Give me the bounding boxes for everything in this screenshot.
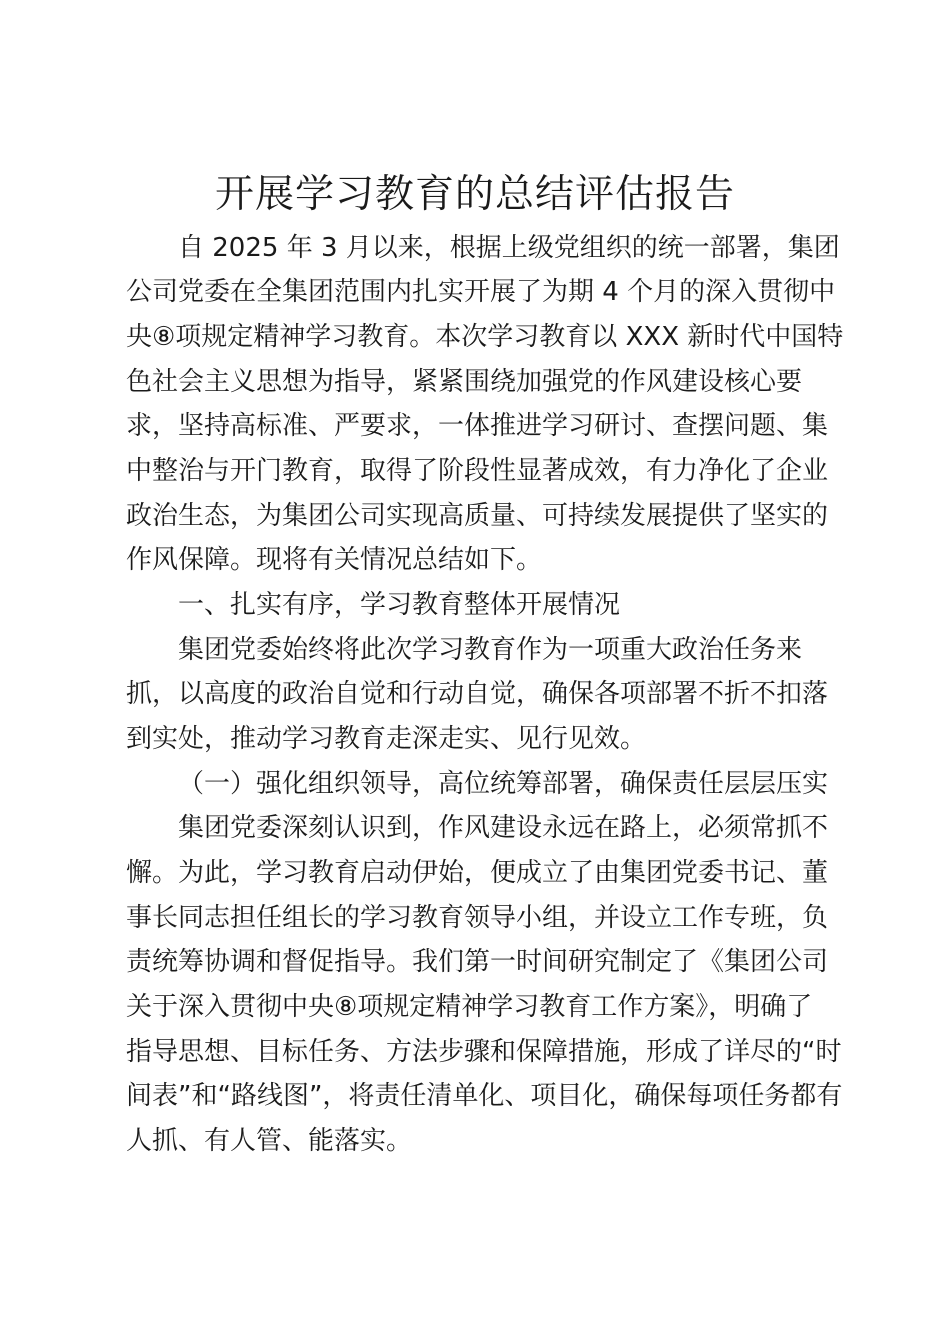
paragraph-line: 央⑧项规定精神学习教育。本次学习教育以 XXX 新时代中国特 [126,322,844,352]
paragraph-line: 指导思想、目标任务、方法步骤和保障措施，形成了详尽的“时 [126,1037,842,1067]
paragraph-line: 间表”和“路线图”，将责任清单化、项目化，确保每项任务都有 [126,1081,843,1111]
paragraph-line: 懈。为此，学习教育启动伊始，便成立了由集团党委书记、董 [126,858,829,888]
paragraph-line: 人抓、有人管、能落实。 [126,1126,413,1156]
paragraph-line: 责统筹协调和督促指导。我们第一时间研究制定了《集团公司 [126,947,829,977]
paragraph-line: 公司党委在全集团范围内扎实开展了为期 4 个月的深入贯彻中 [126,277,836,307]
paragraph-line: 事长同志担任组长的学习教育领导小组，并设立工作专班，负 [126,903,829,933]
paragraph-line: 色社会主义思想为指导，紧紧围绕加强党的作风建设核心要 [126,367,803,397]
section-heading: 一、扎实有序，学习教育整体开展情况 [178,590,621,620]
paragraph-line: 抓，以高度的政治自觉和行动自觉，确保各项部署不折不扣落 [126,679,829,709]
paragraph-line: 中整治与开门教育，取得了阶段性显著成效，有力净化了企业 [126,456,829,486]
paragraph-line: 作风保障。现将有关情况总结如下。 [126,545,543,575]
paragraph-line: 自 2025 年 3 月以来，根据上级党组织的统一部署，集团 [178,233,840,263]
paragraph-line: 集团党委始终将此次学习教育作为一项重大政治任务来 [178,635,803,665]
paragraph-line: 关于深入贯彻中央⑧项规定精神学习教育工作方案》，明确了 [126,992,813,1022]
paragraph-line: 到实处，推动学习教育走深走实、见行见效。 [126,724,647,754]
paragraph-line: 集团党委深刻认识到，作风建设永远在路上，必须常抓不 [178,813,829,843]
subsection-heading: （一）强化组织领导，高位统筹部署，确保责任层层压实 [178,769,829,799]
paragraph-line: 求，坚持高标准、严要求，一体推进学习研讨、查摆问题、集 [126,411,829,441]
document-title: 开展学习教育的总结评估报告 [214,172,735,217]
paragraph-line: 政治生态，为集团公司实现高质量、可持续发展提供了坚实的 [126,501,829,531]
